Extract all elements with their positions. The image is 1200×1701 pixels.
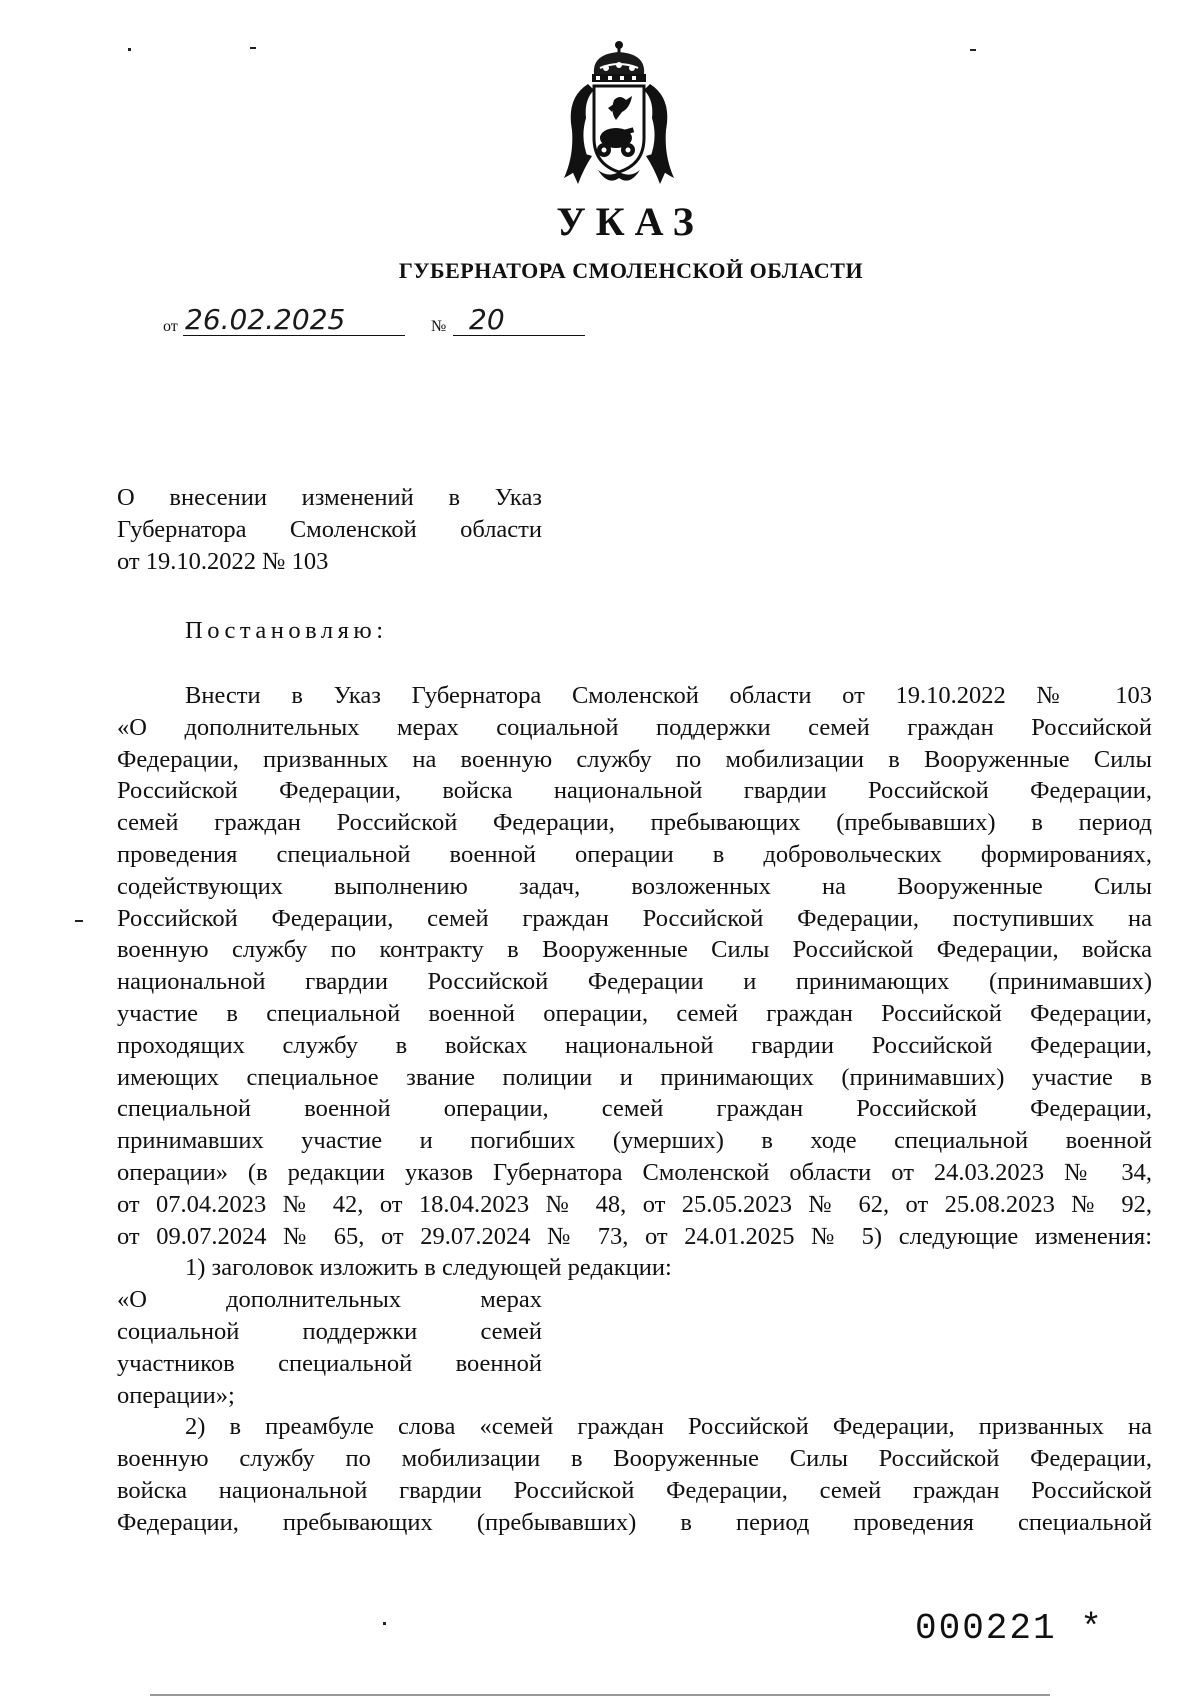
body-line: проведения специальной военной операции в добровольческих формированиях, [117,840,1152,868]
number-underline [453,335,585,336]
decree-subtitle: ГУБЕРНАТОРА СМОЛЕНСКОЙ ОБЛАСТИ [398,258,864,283]
handwritten-date: 26.02.2025 [185,303,346,336]
coat-of-arms-emblem [558,38,680,188]
scan-dot [250,47,256,49]
scan-dot [970,49,976,51]
subject-line: О внесении изменений в Указ [117,484,542,511]
body-line: военную службу по контракту в Вооруженные Силы Российской Федерации, войска [117,936,1152,964]
subject-line: от 19.10.2022 № 103 [117,548,329,575]
body-line: «О дополнительных мерах социальной поддержки семей граждан Российской [117,713,1152,741]
body-line: 2) в преамбуле слова «семей граждан Российской Федерации, призванных на [185,1413,1152,1441]
body-line: семей граждан Российской Федерации, пребывающих (пребывавших) в период [117,809,1152,837]
crown-icon [592,41,646,82]
quote-line: «О дополнительных мерах [117,1286,542,1314]
date-prefix: от [163,318,178,335]
scan-edge-line [150,1694,1050,1696]
decree-subject [117,482,542,578]
body-line: специальной военной операции, семей граждан Российской Федерации, [117,1095,1152,1123]
body-line: Российской Федерации, семей граждан Российской Федерации, поступивших на [117,904,1152,932]
body-line: участие в специальной военной операции, семей граждан Российской Федерации, [117,999,1152,1027]
body-line: национальной гвардии Российской Федерации и принимающих (принимавших) [117,968,1152,996]
shield-icon [594,86,644,172]
decree-title: УКАЗ [556,199,704,244]
scan-dot [128,48,131,51]
item1-label: 1) заголовок изложить в следующей редакции: [185,1254,672,1282]
subject-line: Губернатора Смоленской области [117,516,542,543]
decree-body [117,680,1152,1539]
number-prefix: № [431,318,447,335]
body-line: Российской Федерации, войска национальной гвардии Российской Федерации, [117,777,1152,805]
quote-line: социальной поддержки семей [117,1317,542,1345]
body-line: военную службу по мобилизации в Вооруженные Силы Российской Федерации, [117,1445,1152,1473]
body-line: принимавших участие и погибших (умерших) в ходе специальной военной [117,1127,1152,1155]
body-line: войска национальной гвардии Российской Федерации, семей граждан Российской [117,1476,1152,1504]
body-line: Федерации, призванных на военную службу по мобилизации в Вооруженные Силы [117,745,1152,773]
date-underline [183,335,405,336]
handwritten-number: 20 [469,303,505,336]
body-line: Внести в Указ Губернатора Смоленской области от 19.10.2022 № 103 [185,682,1152,709]
scan-dot [383,1622,386,1625]
postanovlyayu-heading: Постановляю: [185,617,388,644]
body-line: от 07.04.2023 № 42, от 18.04.2023 № 48, от 25.05.2023 № 62, от 25.08.2023 № 92, [117,1190,1152,1218]
body-line: имеющих специальное звание полиции и принимающих (принимавших) участие в [117,1063,1152,1091]
serial-number: 000221 * [915,1608,1104,1649]
scan-dot [75,920,83,922]
quote-line: участников специальной военной [117,1349,542,1377]
body-line: проходящих службу в войсках национальной гвардии Российской Федерации, [117,1031,1152,1059]
body-line: содействующих выполнению задач, возложенных на Вооруженные Силы [117,872,1152,900]
item1-new-title [117,1284,542,1411]
body-line: Федерации, пребывающих (пребывавших) в период проведения специальной [117,1508,1152,1536]
body-line: от 09.07.2024 № 65, от 29.07.2024 № 73, от 24.01.2025 № 5) следующие изменения: [117,1222,1152,1250]
body-line: операции» (в редакции указов Губернатора Смоленской области от 24.03.2023 № 34, [117,1158,1152,1186]
quote-line: операции»; [117,1381,235,1409]
